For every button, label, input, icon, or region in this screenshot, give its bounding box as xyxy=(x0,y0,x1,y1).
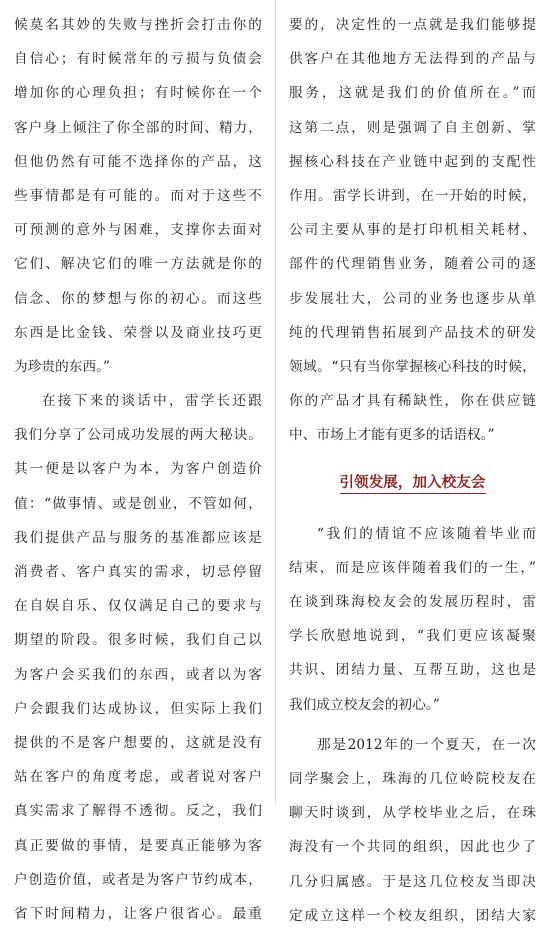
text-line: 步发展壮大，公司的业务也逐步从单 xyxy=(289,290,536,307)
text-line: 户创造价值，或者是为客户节约成本， xyxy=(14,871,262,888)
text-line: 公司主要从事的是打印机相关耗材、 xyxy=(289,222,536,239)
right-paragraph-2 xyxy=(289,517,536,722)
text-line: 些事情都是有可能的。而对于这些不 xyxy=(14,187,262,204)
text-line: 真实需求了解得不透彻。反之，我们 xyxy=(14,803,262,820)
text-line: 我们分享了公司成功发展的两大秘诀。 xyxy=(14,427,262,444)
text-line: 服务，这就是我们的价值所在。”而 xyxy=(289,85,536,102)
text-line: 其一便是以客户为本，为客户创造价 xyxy=(14,461,262,478)
text-line: 提供的不是客户想要的，这就是没有 xyxy=(14,734,262,751)
text-line: 结束，而是应该伴随着我们的一生，” xyxy=(289,559,536,576)
text-line: 聊天时谈到，从学校毕业之后，在珠 xyxy=(289,805,536,822)
text-line: 户会跟我们达成协议，但实际上我们 xyxy=(14,700,262,717)
text-line: 学长欣慰地说到，“我们更应该凝聚 xyxy=(289,628,536,645)
text-line: 自信心；有时候常年的亏损与负债会 xyxy=(14,51,262,68)
text-line: 站在客户的角度考虑，或者说对客户 xyxy=(14,769,262,786)
section-heading xyxy=(289,466,536,500)
right-column xyxy=(289,8,536,933)
text-line: 那是2012年的一个夏天，在一次 xyxy=(317,736,536,753)
text-line: 东西是比金钱、荣誉以及商业技巧更 xyxy=(14,324,262,341)
text-line: 在接下来的谈话中，雷学长还跟 xyxy=(42,393,262,410)
text-line: 中、市场上才能有更多的话语权。” xyxy=(289,427,495,444)
left-paragraph-1 xyxy=(14,8,262,384)
text-line: 纯的代理销售拓展到产品技术的研发 xyxy=(289,324,536,341)
right-paragraph-1 xyxy=(289,8,536,452)
text-line: 消费者、客户真实的需求，切忌停留 xyxy=(14,564,262,580)
text-line: 我们提供产品与服务的基准都应该是 xyxy=(14,529,262,546)
text-line: 定成立这样一个校友组织，团结大家 xyxy=(289,907,536,924)
right-paragraph-3 xyxy=(289,728,536,933)
text-line: 要的，决定性的一点就是我们能够提 xyxy=(289,17,536,33)
left-column xyxy=(14,8,262,931)
text-line: 几分归属感。于是这几位校友当即决 xyxy=(289,873,536,890)
text-line: 信念、你的梦想与你的初心。而这些 xyxy=(14,290,262,307)
text-line: 作用。雷学长讲到，在一开始的时候， xyxy=(289,187,536,204)
text-line: 但他仍然有可能不选择你的产品，这 xyxy=(14,153,262,170)
left-paragraph-2 xyxy=(14,384,262,931)
text-line: 真正要做的事情，是要真正能够为客 xyxy=(14,837,262,854)
text-line: 它们、解决它们的唯一方法就是你的 xyxy=(14,256,262,273)
text-line: 在自娱自乐、仅仅满足自己的要求与 xyxy=(14,598,262,615)
text-line: 部件的代理销售业务，随着公司的逐 xyxy=(289,256,536,273)
text-line: 领域。“只有当你掌握核心科技的时候， xyxy=(289,358,536,375)
text-line: 为客户会买我们的东西，或者以为客 xyxy=(14,666,262,683)
text-line: 为珍贵的东西。” xyxy=(14,358,111,375)
text-line: 省下时间精力，让客户很省心。最重 xyxy=(14,905,262,922)
text-line: 客户身上倾注了你全部的时间、精力， xyxy=(14,119,262,136)
text-line: 握核心科技在产业链中起到的支配性 xyxy=(289,153,536,170)
text-line: 这第二点，则是强调了自主创新、掌 xyxy=(289,119,536,136)
text-line: 候莫名其妙的失败与挫折会打击你的 xyxy=(14,17,262,33)
text-line: 你的产品才具有稀缺性，你在供应链 xyxy=(289,393,536,410)
section-heading-text: 引领发展，加入校友会 xyxy=(340,474,486,494)
text-line: 可预测的意外与困难，支撑你去面对 xyxy=(14,222,262,239)
text-line: 海没有一个共同的组织，因此也少了 xyxy=(289,839,536,856)
text-line: 同学聚会上，珠海的几位岭院校友在 xyxy=(289,770,536,787)
text-line: “我们的情谊不应该随着毕业而 xyxy=(317,525,536,542)
text-line: 我们成立校友会的初心。” xyxy=(289,696,440,713)
text-line: 期望的阶段。很多时候，我们自己以 xyxy=(14,632,262,649)
text-line: 值：“做事情、或是创业，不管如何， xyxy=(14,495,262,512)
text-line: 共识、团结力量、互帮互助，这也是 xyxy=(289,662,536,679)
column-divider xyxy=(275,0,276,805)
text-line: 增加你的心理负担；有时候你在一个 xyxy=(14,85,262,102)
text-line: 供客户在其他地方无法得到的产品与 xyxy=(289,51,536,68)
text-line: 在谈到珠海校友会的发展历程时，雷 xyxy=(289,594,536,610)
